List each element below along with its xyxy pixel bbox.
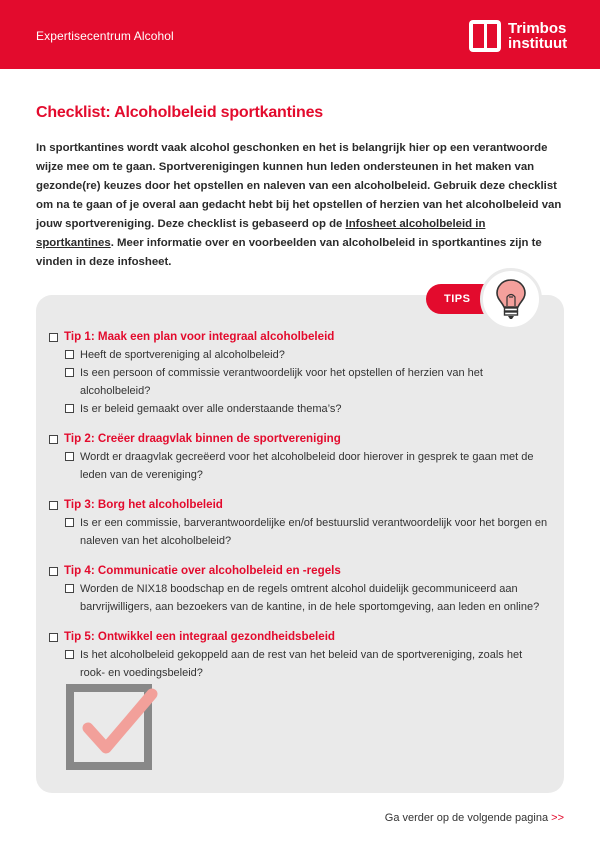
next-page-arrows[interactable]: >> bbox=[551, 812, 564, 824]
tip-heading bbox=[49, 328, 549, 346]
checkmark-box-icon bbox=[66, 680, 166, 781]
tips-list bbox=[49, 328, 549, 694]
question-checkbox[interactable] bbox=[65, 368, 74, 377]
tip-title: Tip 1: Maak een plan voor integraal alcoholbeleid bbox=[64, 330, 335, 343]
question-text: Is er beleid gemaakt over alle onderstaande thema’s? bbox=[80, 403, 342, 415]
intro-text-1: In sportkantines wordt vaak alcohol geschonken en het is belangrijk hier op een verantwoorde wijze mee om te gaan. Sportverenigingen kunnen hun leden ondersteunen in het maken van gezonde(re) keuzes door het opstellen en naleven van een alcoholbeleid. Gebruik deze checklist om na te gaan of je overal aan gedacht hebt bij het opstellen of herzien van het alcoholbeleid van jouw sportvereniging. Deze checklist is gebaseerd op de bbox=[36, 142, 562, 230]
tip-5 bbox=[49, 628, 549, 682]
logo-line2: instituut bbox=[508, 35, 568, 52]
tip-4 bbox=[49, 562, 549, 616]
tip-checkbox[interactable] bbox=[49, 501, 58, 510]
tip-checkbox[interactable] bbox=[49, 633, 58, 642]
lightbulb-icon bbox=[480, 268, 542, 330]
question-checkbox[interactable] bbox=[65, 350, 74, 359]
header-bar bbox=[0, 0, 600, 69]
tip-heading bbox=[49, 628, 549, 646]
logo-text bbox=[508, 21, 567, 51]
logo-line1: Trimbos bbox=[508, 20, 567, 37]
tip-title: Tip 3: Borg het alcoholbeleid bbox=[64, 498, 223, 511]
question-checkbox[interactable] bbox=[65, 452, 74, 461]
footer-next-page bbox=[385, 812, 564, 824]
trimbos-logo bbox=[468, 18, 567, 54]
question-item bbox=[49, 364, 549, 400]
question-item bbox=[49, 346, 549, 364]
question-text: Is het alcoholbeleid gekoppeld aan de rest van het beleid van de sportvereniging, zoals het rook- en voedingsbeleid? bbox=[80, 649, 523, 679]
intro-paragraph bbox=[36, 139, 566, 272]
question-item bbox=[49, 400, 549, 418]
question-checkbox[interactable] bbox=[65, 584, 74, 593]
tip-heading bbox=[49, 496, 549, 514]
tip-1 bbox=[49, 328, 549, 418]
tip-heading bbox=[49, 562, 549, 580]
intro-text-2: . Meer informatie over en voorbeelden van alcoholbeleid in sportkantines zijn te vinden in deze infosheet. bbox=[36, 237, 542, 268]
header-title: Expertisecentrum Alcohol bbox=[36, 29, 174, 43]
question-item bbox=[49, 448, 549, 484]
tip-checkbox[interactable] bbox=[49, 567, 58, 576]
tip-title: Tip 2: Creëer draagvlak binnen de sportvereniging bbox=[64, 432, 341, 445]
question-text: Is er een commissie, barverantwoordelijke en/of bestuurslid verantwoordelijk voor het borgen en naleven van het alcoholbeleid? bbox=[80, 517, 548, 547]
tip-title: Tip 4: Communicatie over alcoholbeleid en -regels bbox=[64, 564, 341, 577]
question-text: Worden de NIX18 boodschap en de regels omtrent alcohol duidelijk gecommuniceerd aan barvrijwilligers, aan bezoekers van de kantine, in de hele sportomgeving, aan leden en online? bbox=[80, 583, 540, 613]
question-checkbox[interactable] bbox=[65, 518, 74, 527]
question-item bbox=[49, 646, 549, 682]
page-title: Checklist: Alcoholbeleid sportkantines bbox=[36, 104, 323, 121]
tips-label: TIPS bbox=[426, 284, 496, 314]
question-checkbox[interactable] bbox=[65, 650, 74, 659]
question-text: Is een persoon of commissie verantwoordelijk voor het opstellen of herzien van het alcoholbeleid? bbox=[80, 367, 483, 397]
question-item bbox=[49, 580, 549, 616]
tip-3 bbox=[49, 496, 549, 550]
footer-text: Ga verder op de volgende pagina bbox=[384, 812, 549, 824]
tip-checkbox[interactable] bbox=[49, 435, 58, 444]
question-item bbox=[49, 514, 549, 550]
tip-2 bbox=[49, 430, 549, 484]
question-text: Heeft de sportvereniging al alcoholbeleid? bbox=[80, 349, 285, 361]
infosheet-link[interactable]: Infosheet alcoholbeleid in sportkantines bbox=[36, 218, 486, 249]
logo-mark-icon bbox=[468, 19, 502, 53]
tip-checkbox[interactable] bbox=[49, 333, 58, 342]
tip-title: Tip 5: Ontwikkel een integraal gezondheidsbeleid bbox=[64, 630, 336, 643]
question-checkbox[interactable] bbox=[65, 404, 74, 413]
tip-heading bbox=[49, 430, 549, 448]
question-text: Wordt er draagvlak gecreëerd voor het alcoholbeleid door hierover in gesprek te gaan met de leden van de vereniging? bbox=[80, 451, 534, 481]
